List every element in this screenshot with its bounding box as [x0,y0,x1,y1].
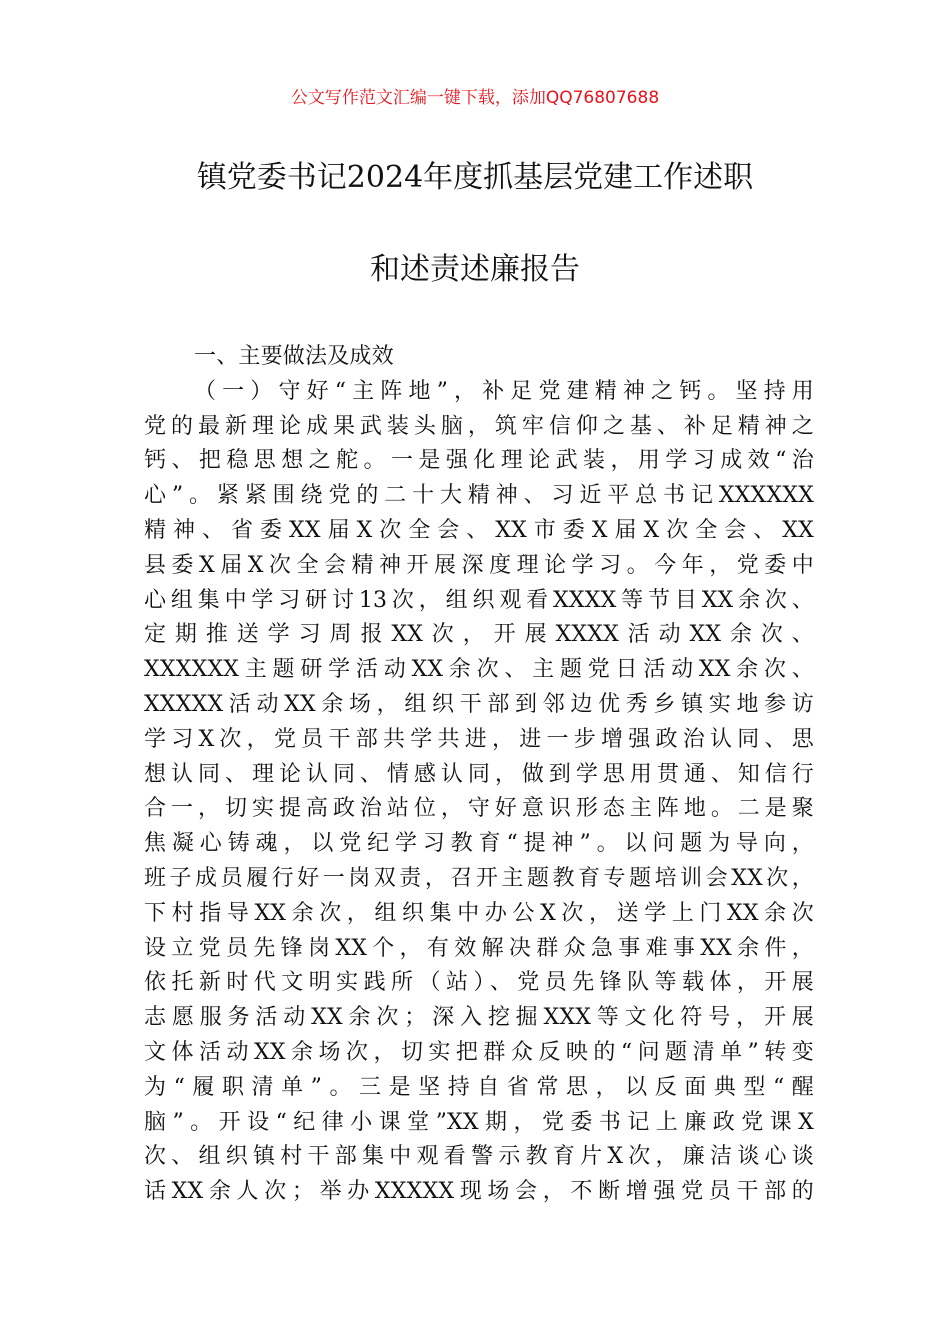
paragraph-line: 想认同、理论认同、情感认同，做到学思用贯通、知信行 [144,761,814,787]
paragraph-line: 精神、省委XX届X次全会、XX市委X届X次全会、XX [144,517,814,543]
paragraph-line: 为“履职清单”。三是坚持自省常思，以反面典型“醒 [144,1074,814,1100]
paragraph-line: 学习X次，党员干部共学共进，进一步增强政治认同、思 [144,726,814,752]
paragraph-line: 话XX余人次；举办XXXXX现场会，不断增强党员干部的 [144,1179,814,1205]
document-title-line-2: 和述责述廉报告 [370,252,580,287]
document-body [144,340,814,1210]
paragraph-line: 县委X届X次全会精神开展深度理论学习。今年，党委中 [144,552,814,578]
paragraph-line: 依托新时代文明实践所（站）、党员先锋队等载体，开展 [144,970,814,996]
paragraph-line: 班子成员履行好一岗双责，召开主题教育专题培训会XX次， [144,865,814,891]
paragraph-line: 脑”。开设“纪律小课堂”XX期，党委书记上廉政党课X [144,1109,814,1135]
paragraph-line: XXXXX活动XX余场，组织干部到邻边优秀乡镇实地参访 [144,691,814,717]
document-title-line-1: 镇党委书记2024年度抓基层党建工作述职 [196,160,754,195]
paragraph-line: 心”。紧紧围绕党的二十大精神、习近平总书记XXXXXX [144,483,814,509]
section-heading: 一、主要做法及成效 [194,344,394,369]
paragraph-line: 合一，切实提高政治站位，守好意识形态主阵地。二是聚 [144,796,814,822]
paragraph-line: （一）守好“主阵地”，补足党建精神之钙。坚持用 [194,378,814,404]
paragraph-line: 党的最新理论成果武装头脑，筑牢信仰之基、补足精神之 [144,413,814,439]
paragraph-line: 钙、把稳思想之舵。一是强化理论武装，用学习成效“治 [144,448,814,474]
download-banner: 公文写作范文汇编一键下载，添加QQ76807688 [290,88,660,108]
paragraph-line: 焦凝心铸魂，以党纪学习教育“提神”。以问题为导向， [144,831,814,857]
paragraph-line: 文体活动XX余场次，切实把群众反映的“问题清单”转变 [144,1039,814,1065]
paragraph-line: 定期推送学习周报XX次，开展XXXX活动XX余次、 [144,622,814,648]
paragraph-line: 设立党员先锋岗XX个，有效解决群众急事难事XX余件， [144,935,814,961]
paragraph-line: 下村指导XX余次，组织集中办公X次，送学上门XX余次 [144,900,814,926]
paragraph-line: 次、组织镇村干部集中观看警示教育片X次，廉洁谈心谈 [144,1144,814,1170]
paragraph-line: 心组集中学习研讨13次，组织观看XXXX等节目XX余次、 [144,587,814,613]
paragraph-line: 志愿服务活动XX余次；深入挖掘XXX等文化符号，开展 [144,1005,814,1031]
paragraph-line: XXXXXX主题研学活动XX余次、主题党日活动XX余次、 [144,657,814,683]
